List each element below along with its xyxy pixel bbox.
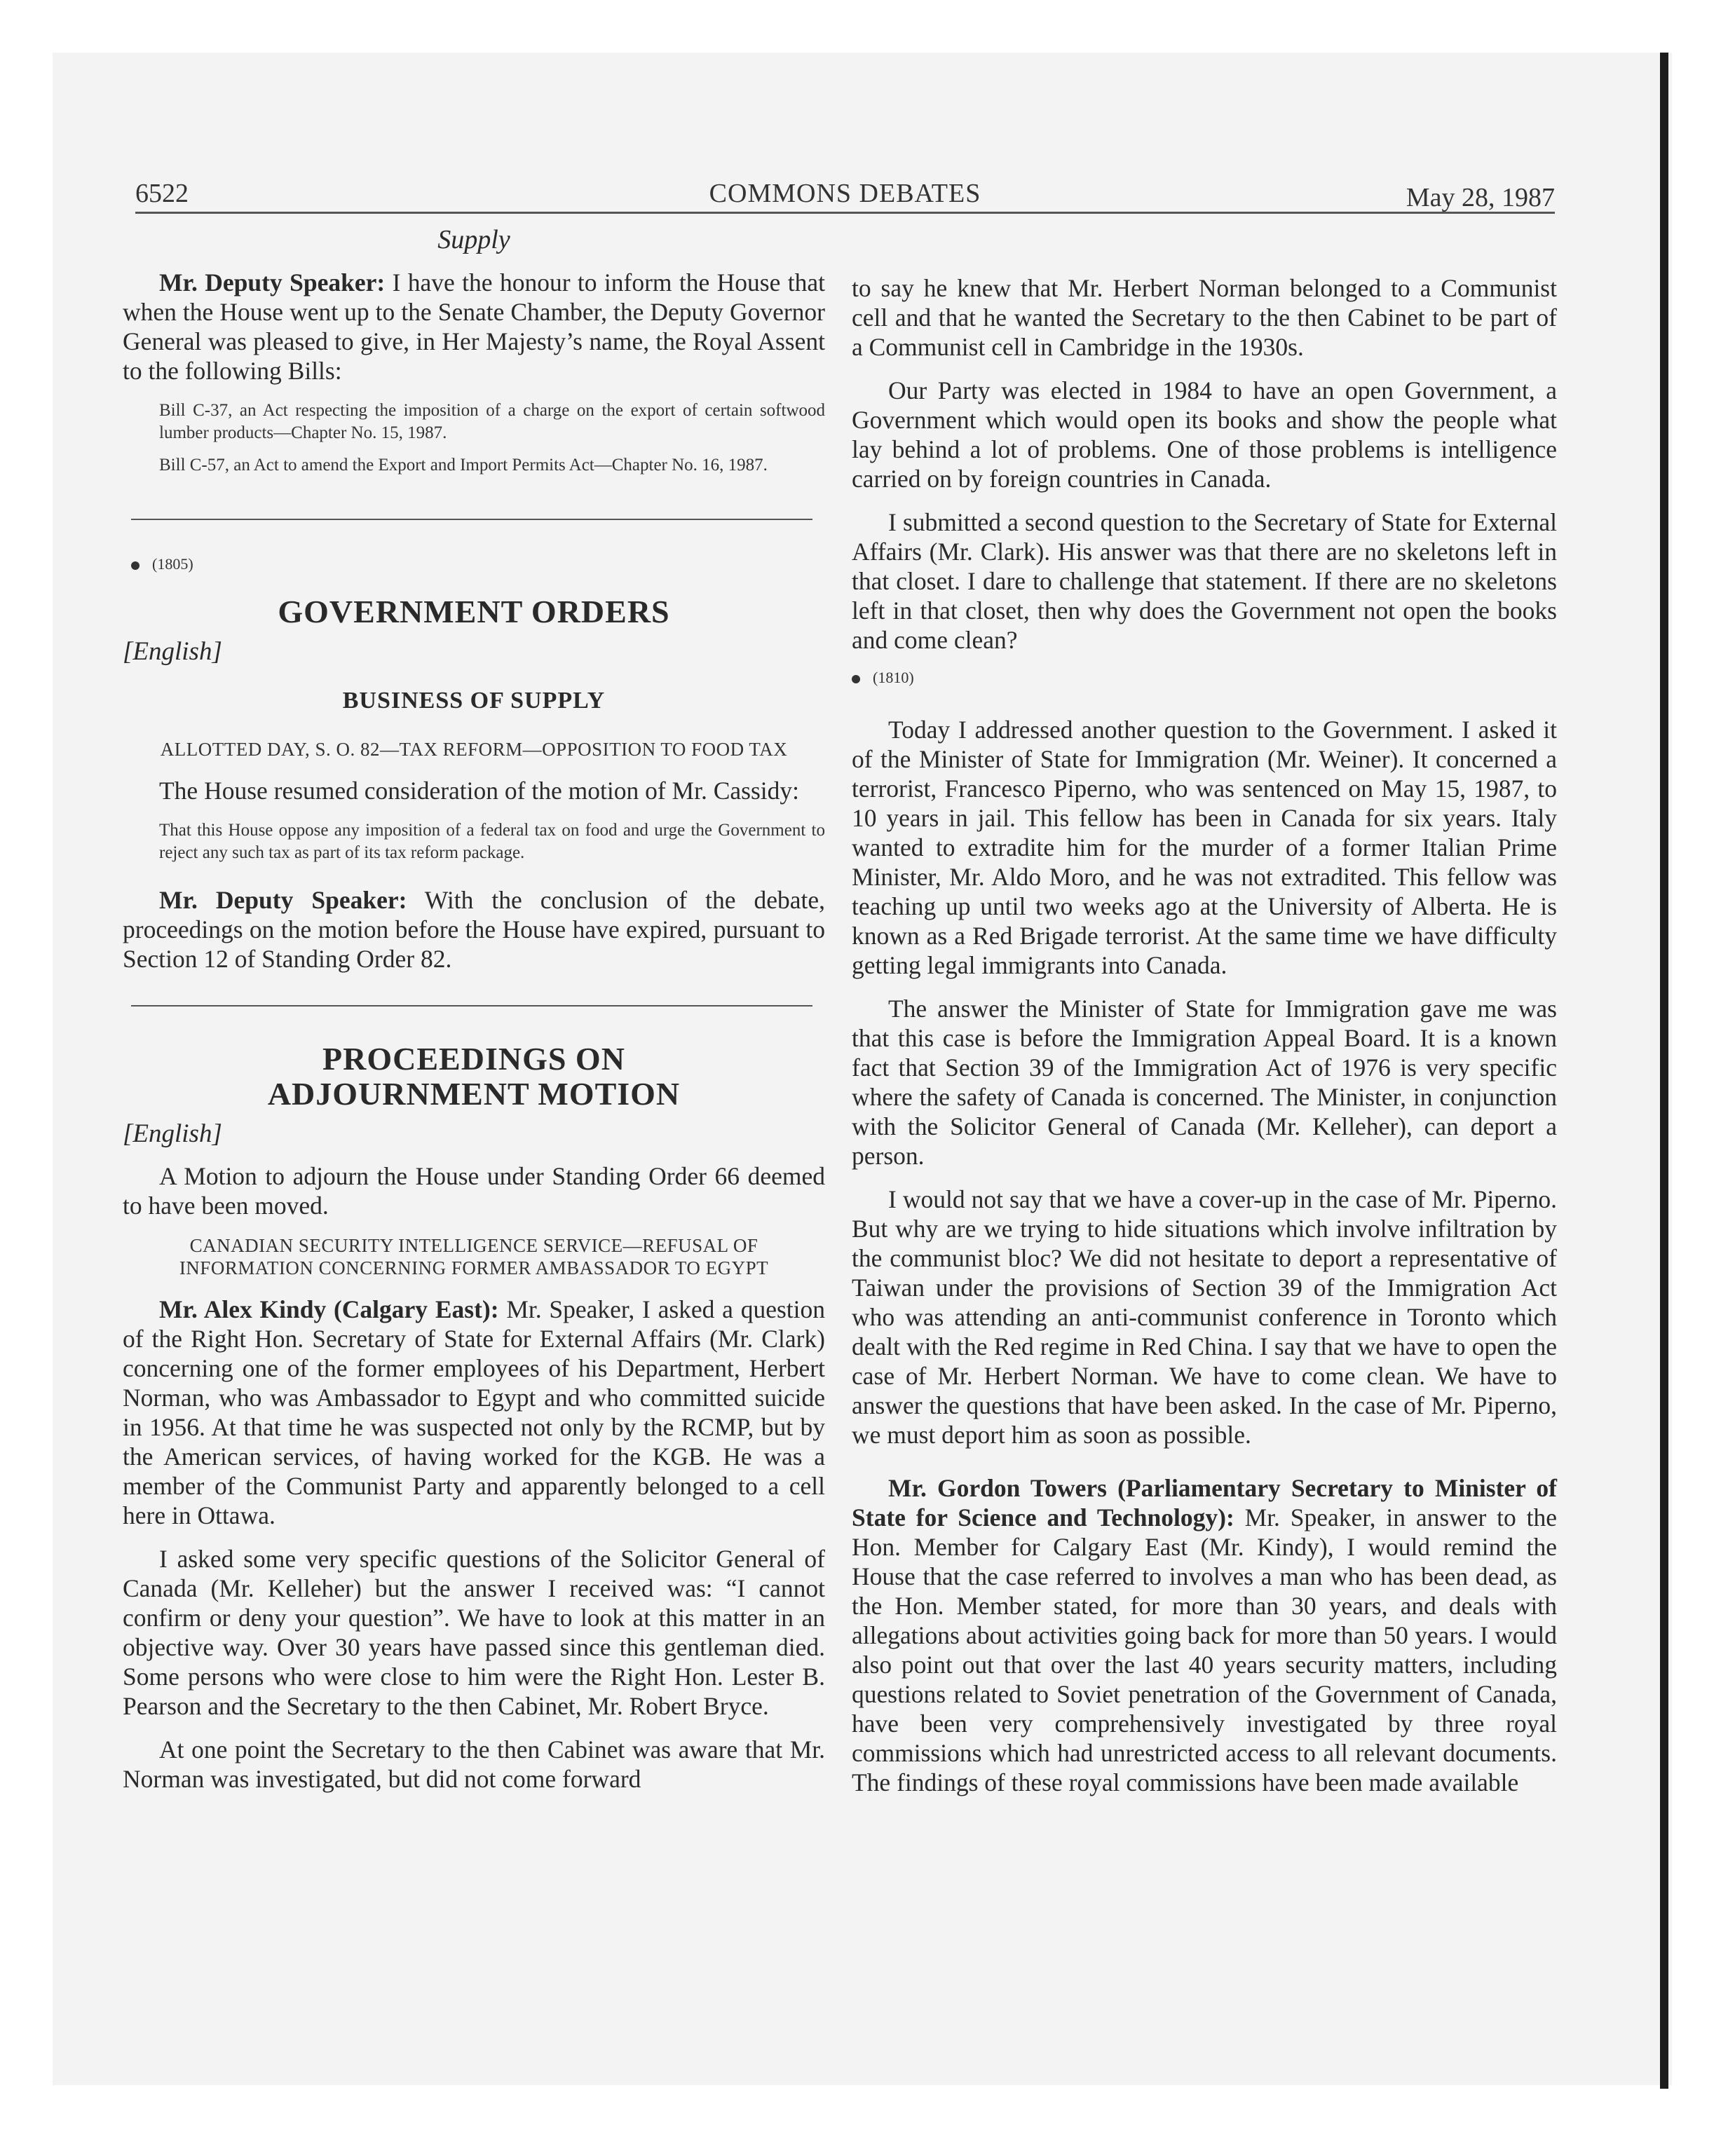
- bullet-icon: [131, 561, 140, 570]
- paragraph-text: I have the honour to inform the House that when the House went up to the Senate Chamber, the Deputy Governor General was pleased to give, in Her Majesty’s name, the Royal Assent to the following Bills:: [123, 268, 825, 385]
- paragraph: to say he knew that Mr. Herbert Norman belonged to a Communist cell and that he wanted the Secretary to the then Cabinet to be part of a Communist cell in Cambridge in the 1930s.: [852, 274, 1557, 361]
- page-edge-bar: [1660, 53, 1668, 2089]
- paragraph: Today I addressed another question to the Government. I asked it of the Minister of State for Immigration (Mr. Weiner). It concerned a terrorist, Francesco Piperno, who was sentenced on May 15, 1987, to 10 years in jail. This fellow has been in Canada for six years. Italy wanted to extradite him for the murder of a former Italian Prime Minister, Mr. Aldo Moro, and he was not extradited. This fellow was teaching up until two weeks ago at the University of Alberta. He is known as a Red Brigade terrorist. At the same time we have difficulty getting legal immigrants into Canada.: [852, 716, 1557, 979]
- paragraph: A Motion to adjourn the House under Standing Order 66 deemed to have been moved.: [123, 1162, 825, 1220]
- paragraph: I would not say that we have a cover-up in the case of Mr. Piperno. But why are we trying to hide situations which involve infiltration by the communist bloc? We did not hesitate to deport a representative of Taiwan under the provisions of Section 39 of the Immigration Act who was attending an anti-communist conference in Toronto which dealt with the Red regime in Red China. I say that we have to open the case of Mr. Herbert Norman. We have to come clean. We have to answer the questions that have been asked. In the case of Mr. Piperno, we must deport him as soon as possible.: [852, 1185, 1557, 1449]
- heading-government-orders: GOVERNMENT ORDERS: [278, 594, 670, 629]
- section-heading-supply: Supply: [437, 225, 510, 254]
- timestamp-text: (1805): [152, 555, 193, 573]
- paragraph-text: With the conclusion of the debate, proceedings on the motion before the House have expired, pursuant to Section 12 of Standing Order 82.: [123, 886, 826, 973]
- page-header: [135, 175, 1555, 214]
- paragraph: Our Party was elected in 1984 to have an open Government, a Government which would open its books and show the people what lay behind a lot of problems. One of those problems is intelligence carried on by foreign countries in Canada.: [852, 376, 1557, 493]
- timestamp: [852, 669, 1557, 687]
- subheading-allotted-day: ALLOTTED DAY, S. O. 82—TAX REFORM—OPPOSITION TO FOOD TAX: [160, 739, 788, 760]
- bill-item: Bill C-57, an Act to amend the Export and Import Permits Act—Chapter No. 16, 1987.: [159, 456, 768, 475]
- speaker-name: Mr. Deputy Speaker:: [159, 886, 407, 914]
- heading-proceedings: PROCEEDINGS ON ADJOURNMENT MOTION: [267, 1041, 681, 1112]
- publication-date: May 28, 1987: [1406, 183, 1555, 212]
- language-marker: [English]: [123, 1119, 222, 1148]
- paragraph: [123, 1295, 825, 1530]
- divider: [131, 519, 812, 520]
- timestamp: [131, 555, 825, 573]
- left-column: [123, 217, 825, 1808]
- right-column: [852, 273, 1557, 1811]
- paragraph: I asked some very specific questions of the Solicitor General of Canada (Mr. Kelleher) but the answer I received was: “I cannot confirm or deny your question”. We have to look at this matter in an objective way. Over 30 years have passed since this gentleman died. Some persons who were close to him were the Right Hon. Lester B. Pearson and the Secretary to the then Cabinet, Mr. Robert Bryce.: [123, 1545, 825, 1720]
- paragraph: [852, 1473, 1557, 1797]
- bullet-icon: [852, 675, 860, 683]
- paragraph: [123, 268, 825, 386]
- speaker-name: Mr. Deputy Speaker:: [159, 268, 386, 296]
- timestamp-text: (1810): [873, 669, 914, 686]
- publication-title: COMMONS DEBATES: [709, 179, 981, 208]
- divider: [131, 1005, 812, 1007]
- heading-business-of-supply: BUSINESS OF SUPPLY: [342, 688, 606, 714]
- motion-text: That this House oppose any imposition of a federal tax on food and urge the Government to reject any such tax as part of its tax reform package.: [159, 821, 825, 862]
- paragraph: [123, 885, 825, 974]
- speaker-name: Mr. Alex Kindy (Calgary East):: [159, 1295, 499, 1323]
- paragraph: The answer the Minister of State for Immigration gave me was that this case is before the Immigration Appeal Board. It is a known fact that Section 39 of the Immigration Act of 1976 is very specific where the safety of Canada is concerned. The Minister, in conjunction with the Solicitor General of Canada (Mr. Kelleher), can deport a person.: [852, 995, 1557, 1170]
- paragraph-text: Mr. Speaker, I asked a question of the Right Hon. Secretary of State for External Affairs (Mr. Clark) concerning one of the former employees of his Department, Herbert Norman, who was Ambassador to Egypt and who committed suicide in 1956. At that time he was suspected not only by the RCMP, but by the American services, of having worked for the KGB. He was a member of the Communist Party and apparently belonged to a cell here in Ottawa.: [123, 1295, 826, 1529]
- page-number: 6522: [135, 179, 189, 208]
- subheading-csis: CANADIAN SECURITY INTELLIGENCE SERVICE—REFUSAL OF INFORMATION CONCERNING FORMER AMBASSADOR TO EGYPT: [179, 1235, 769, 1278]
- bill-item: Bill C-37, an Act respecting the imposition of a charge on the export of certain softwood lumber products—Chapter No. 15, 1987.: [159, 401, 825, 442]
- paragraph: At one point the Secretary to the then Cabinet was aware that Mr. Norman was investigated, but did not come forward: [123, 1735, 825, 1793]
- paragraph: The House resumed consideration of the motion of Mr. Cassidy:: [159, 777, 799, 805]
- paragraph-text: Mr. Speaker, in answer to the Hon. Member for Calgary East (Mr. Kindy), I would remind the House that the case referred to involves a man who has been dead, as the Hon. Member stated, for more than 30 years, and deals with allegations about activities going back for more than 50 years. I would also point out that over the last 40 years security matters, including questions related to Soviet penetration of the Government of Canada, have been very comprehensively investigated by three royal commissions which had unrestricted access to all relevant documents. The findings of these royal commissions have been made available: [852, 1503, 1557, 1796]
- speaker-name: Mr. Gordon Towers (Parliamentary Secretary to Minister of State for Science and Technology):: [852, 1474, 1557, 1531]
- language-marker: [English]: [123, 637, 222, 666]
- paragraph: I submitted a second question to the Secretary of State for External Affairs (Mr. Clark). His answer was that there are no skeletons left in that closet. I dare to challenge that statement. If there are no skeletons left in that closet, then why does the Government not open the books and come clean?: [852, 508, 1557, 654]
